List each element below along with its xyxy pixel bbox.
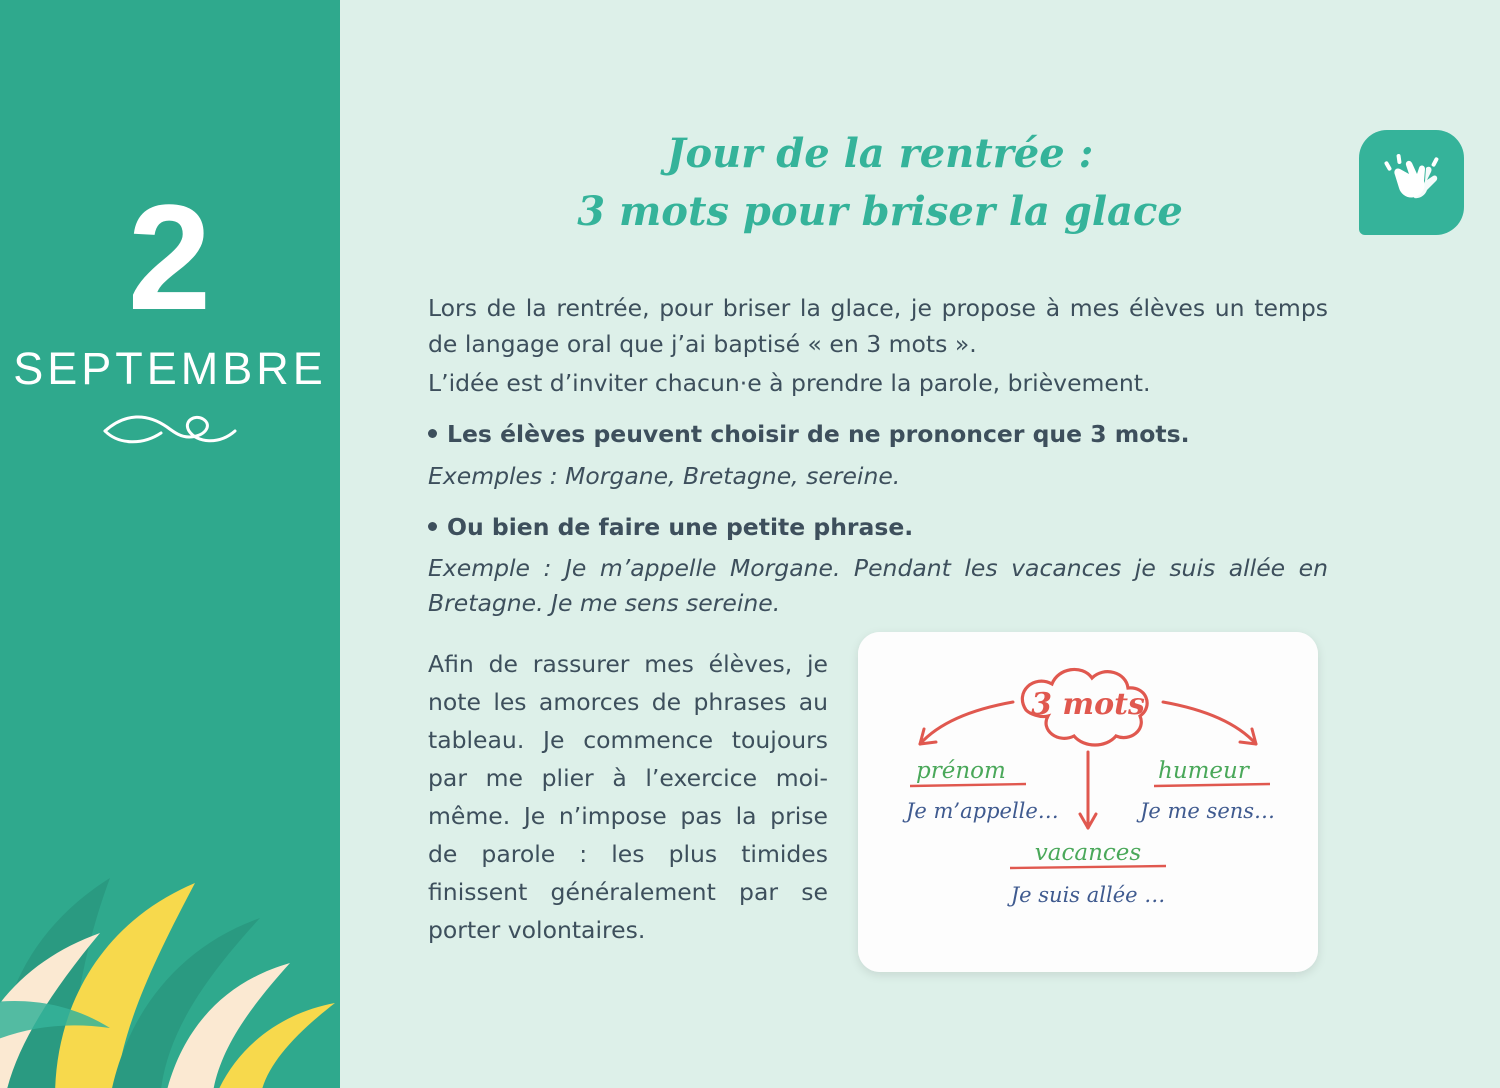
cloud-label: 3 mots [1031,687,1145,722]
intro-paragraph-1: Lors de la rentrée, pour briser la glace, je propose à mes élèves un temps de langage oral que j’ai baptisé « en 3 mots ». [428,294,1328,359]
date-block [0,173,340,451]
bullet-item-2-label: Ou bien de faire une petite phrase. [447,512,914,541]
intro-paragraph-2: L’idée est d’inviter chacun·e à prendre la parole, brièvement. [428,368,1151,397]
branch-right-title: humeur [1158,758,1249,784]
date-sidebar [0,0,340,1088]
closing-paragraph: Afin de rassurer mes élèves, je note les amorces de phrases au tableau. Je commence toujours par me plier à l’exercice moi-même. Je n’impose pas la prise de parole : les plus timides finissent généralement par se porter volontaires. [428,650,828,945]
page-title-line-2: 3 mots pour briser la glace [577,188,1183,235]
leaves-decoration-icon [0,758,340,1088]
bullet-dot-icon [428,429,437,438]
branch-center-title: vacances [1034,840,1142,866]
clapping-hands-icon [1381,152,1443,213]
branch-right-text: Je me sens… [1140,799,1276,823]
article-content [340,0,1500,1088]
category-badge [1359,130,1464,235]
example-2: Exemple : Je m’appelle Morgane. Pendant les vacances je suis allée en Bretagne. Je me sens sereine. [428,554,1328,618]
whiteboard-illustration [858,632,1318,972]
bullet-item-1 [428,417,1328,452]
bullet-dot-icon [428,522,437,531]
ornament-divider-icon [0,411,340,451]
page-title-line-1: Jour de la rentrée : [666,130,1094,177]
page-title [430,125,1330,241]
branch-left-text: Je m’appelle… [906,799,1059,823]
date-day: 2 [127,173,213,341]
bullet-item-2 [428,510,1328,545]
bullet-item-1-label: Les élèves peuvent choisir de ne prononcer que 3 mots. [447,420,1190,449]
date-month: SEPTEMBRE [13,343,327,394]
body-text [428,290,1328,626]
branch-center-text: Je suis allée … [1010,883,1166,907]
branch-left-title: prénom [916,758,1006,784]
example-1: Exemples : Morgane, Bretagne, sereine. [428,461,901,490]
